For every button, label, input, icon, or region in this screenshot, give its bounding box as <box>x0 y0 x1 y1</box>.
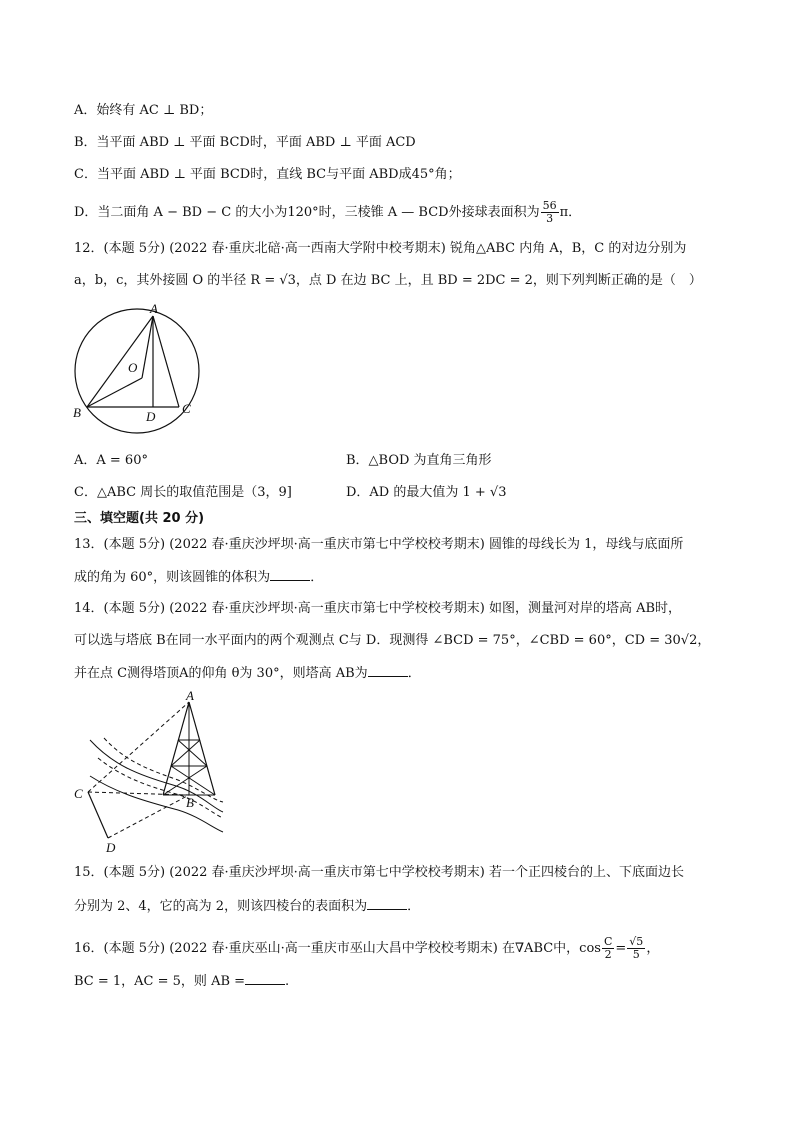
q15-stem-line1: 15．(本题 5分) (2022 春·重庆沙坪坝·高一重庆市第七中学校校考期末) 若一个正四棱台的上、下底面边长 <box>74 865 684 880</box>
q11-option-a: A．始终有 AC ⊥ BD； <box>74 103 213 118</box>
label-b: B <box>73 405 81 420</box>
fraction-numerator: √5 <box>629 935 644 948</box>
river-bank-lower <box>90 776 223 832</box>
segment-ac <box>153 316 179 407</box>
q11-option-d-fraction <box>541 200 559 225</box>
q14-stem-line1: 14．(本题 5分) (2022 春·重庆沙坪坝·高一重庆市第七中学校校考期末) 如图，测量河对岸的塔高 AB时， <box>74 601 682 616</box>
q15-end: ． <box>407 899 421 914</box>
label-a: A <box>150 301 158 316</box>
q14-end: ． <box>407 666 421 681</box>
q16-stem-line1 <box>74 936 659 961</box>
segment-bo <box>87 378 142 407</box>
section-heading: 三、填空题(共 20 分) <box>74 511 205 526</box>
q11-option-d-suffix: π． <box>559 205 582 220</box>
q16-stem-text: BC = 1，AC = 5，则 AB = <box>74 974 246 989</box>
fraction-denominator: 2 <box>604 948 612 961</box>
q14-stem-line2: 可以选与塔底 B在同一水平面内的两个观测点 C与 D．现测得 ∠BCD = 75°，∠CBD = 60°，CD = 30√2， <box>74 633 711 648</box>
q13-stem-line1: 13．(本题 5分) (2022 春·重庆沙坪坝·高一重庆市第七中学校校考期末) 圆锥的母线长为 1，母线与底面所 <box>74 537 684 552</box>
fraction-numerator: 56 <box>542 199 557 212</box>
q14-stem-text: 并在点 C测得塔顶A的仰角 θ为 30°，则塔高 AB为 <box>74 666 368 681</box>
q12-circle-figure <box>66 300 206 440</box>
tower-right-leg <box>189 702 215 795</box>
label-o: O <box>128 360 138 375</box>
q12-option-d: D．AD 的最大值为 1 + √3 <box>346 485 507 500</box>
segment-oa <box>142 316 153 378</box>
answer-blank <box>270 568 310 581</box>
q11-option-d <box>74 200 581 225</box>
label-a: A <box>186 690 194 703</box>
fraction-denominator: 5 <box>632 948 640 961</box>
q16-fraction-c-over-2 <box>602 936 614 961</box>
segment-cd <box>88 792 108 838</box>
label-c: C <box>74 786 83 801</box>
sight-line-ca <box>88 702 189 792</box>
q16-suffix: ， <box>646 941 660 956</box>
q15-stem-text: 分别为 2、4，它的高为 2，则该四棱台的表面积为 <box>74 899 368 914</box>
q16-end: . <box>285 974 290 989</box>
label-d: D <box>146 409 156 424</box>
fraction-denominator: 3 <box>546 212 554 225</box>
q12-option-c: C．△ABC 周长的取值范围是（3，9] <box>74 485 292 500</box>
q13-end: ． <box>310 570 324 585</box>
q11-option-d-prefix: D．当二面角 A − BD − C 的大小为120°时，三棱锥 A — BCD外接球表面积为 <box>74 205 540 220</box>
q16-fraction-root5-over-5 <box>627 936 645 961</box>
q16-prefix: 16．(本题 5分) (2022 春·重庆巫山·高一重庆市巫山大昌中学校校考期末) 在∇ABC中，cos <box>74 941 601 956</box>
q13-stem-line2 <box>74 568 323 587</box>
q13-stem-text: 成的角为 60°，则该圆锥的体积为 <box>74 570 271 585</box>
segment-ab <box>87 316 153 407</box>
q11-option-c: C．当平面 ABD ⊥ 平面 BCD时，直线 BC与平面 ABD成45°角； <box>74 167 461 182</box>
q12-stem-line1: 12．(本题 5分) (2022 春·重庆北碚·高一西南大学附中校考期末) 锐角△ABC 内角 A，B，C 的对边分别为 <box>74 241 687 256</box>
q14-tower-figure <box>68 690 228 855</box>
label-c: C <box>182 401 191 416</box>
tower-left-leg <box>163 702 189 795</box>
q12-stem-line2: a，b，c，其外接圆 O 的半径 R = √3，点 D 在边 BC 上，且 BD = 2DC = 2，则下列判断正确的是（ ） <box>74 273 702 288</box>
answer-blank <box>367 897 407 910</box>
q12-option-b: B．△BOD 为直角三角形 <box>346 453 492 468</box>
answer-blank <box>368 664 408 677</box>
q16-equals: = <box>615 941 627 956</box>
q14-stem-line3 <box>74 664 421 683</box>
q11-option-b: B．当平面 ABD ⊥ 平面 BCD时，平面 ABD ⊥ 平面 ACD <box>74 135 416 150</box>
fraction-numerator: C <box>603 935 613 948</box>
q12-option-a: A．A = 60° <box>74 453 148 468</box>
answer-blank <box>245 972 285 985</box>
q16-stem-line2 <box>74 972 289 991</box>
label-b: B <box>186 795 194 810</box>
label-d: D <box>106 840 116 855</box>
q15-stem-line2 <box>74 897 420 916</box>
